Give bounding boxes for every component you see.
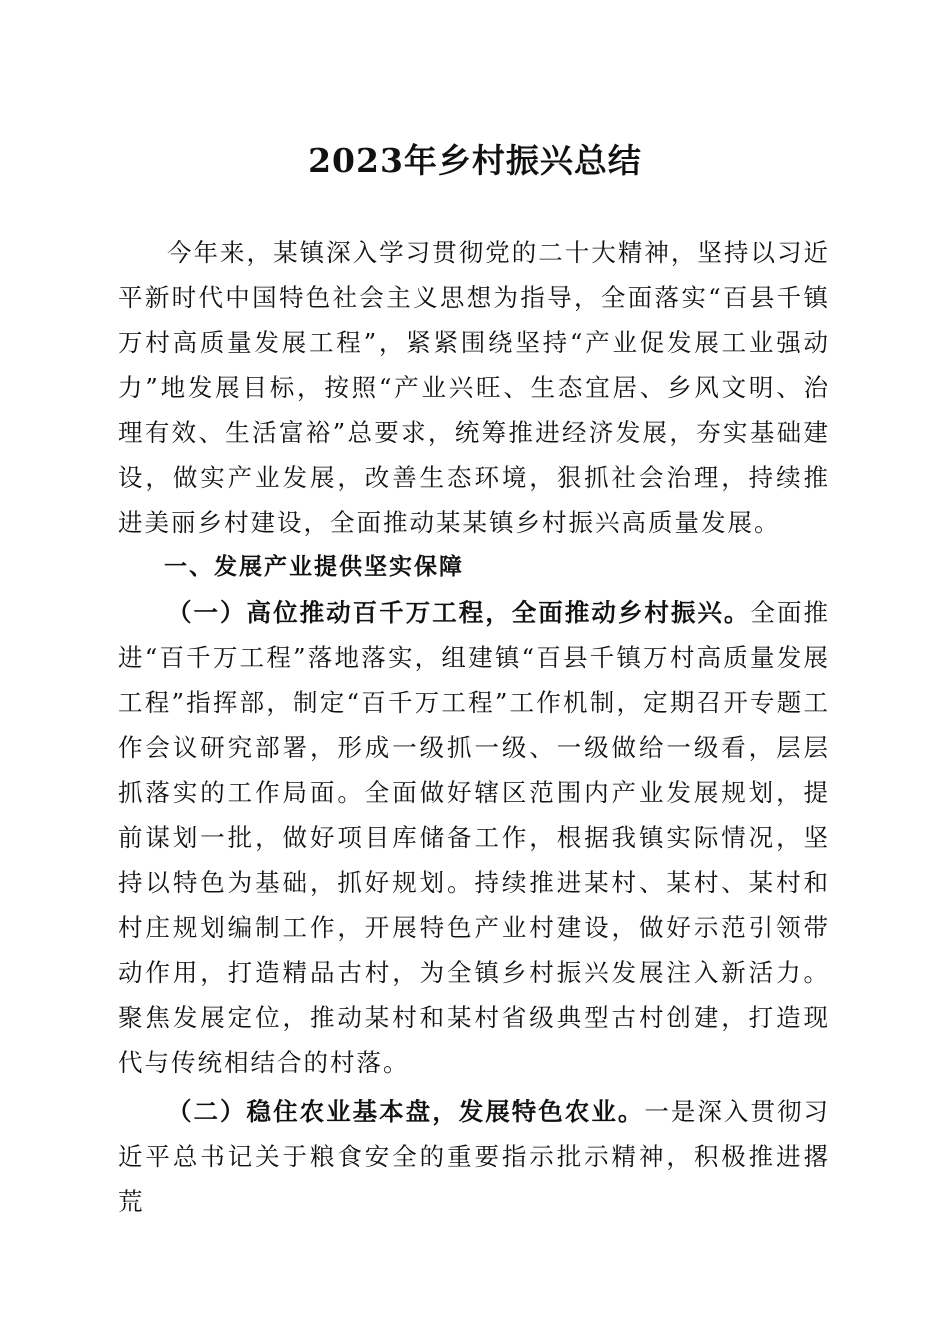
subsection-1-title: （一）高位推动百千万工程，全面推动乡村振兴。 (167, 598, 751, 627)
subsection-1-paragraph (118, 590, 830, 1085)
document-title: 2023年乡村振兴总结 (308, 141, 642, 180)
subsection-2-title: （二）稳住农业基本盘，发展特色农业。 (167, 1097, 645, 1126)
subsection-2-body: 一是深入贯彻习近平总书记关于粮食安全的重要指示批示精神，积极推进撂荒 (118, 1097, 830, 1216)
document-body (118, 230, 830, 1224)
intro-paragraph: 今年来，某镇深入学习贯彻党的二十大精神，坚持以习近平新时代中国特色社会主义思想为指导，全面落实“百县千镇万村高质量发展工程”，紧紧围绕坚持“产业促发展工业强动力”地发展目标，按照“产业兴旺、生态宜居、乡风文明、治理有效、生活富裕”总要求，统筹推进经济发展，夯实基础建设，做实产业发展，改善生态环境，狠抓社会治理，持续推进美丽乡村建设，全面推动某某镇乡村振兴高质量发展。 (118, 238, 830, 537)
subsection-1-body: 全面推进“百千万工程”落地落实，组建镇“百县千镇万村高质量发展工程”指挥部，制定“百千万工程”工作机制，定期召开专题工作会议研究部署，形成一级抓一级、一级做给一级看，层层抓落实的工作局面。全面做好辖区范围内产业发展规划，提前谋划一批，做好项目库储备工作，根据我镇实际情况，坚持以特色为基础，抓好规划。持续推进某村、某村、某村和村庄规划编制工作，开展特色产业村建设，做好示范引领带动作用，打造精品古村，为全镇乡村振兴发展注入新活力。聚焦发展定位，推动某村和某村省级典型古村创建，打造现代与传统相结合的村落。 (118, 598, 831, 1077)
section-heading: 一、发展产业提供坚实保障 (164, 554, 464, 580)
subsection-2-paragraph (118, 1089, 830, 1224)
